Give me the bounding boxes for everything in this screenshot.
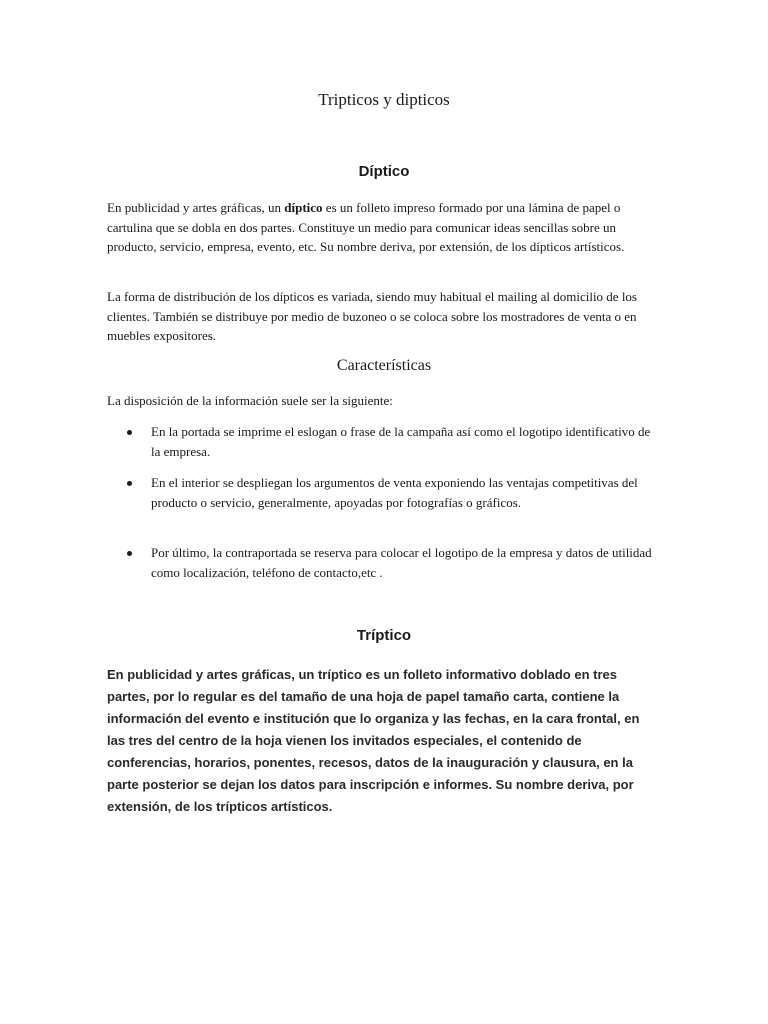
bullet-list [107,473,652,512]
bullet-list [107,543,652,582]
paragraph-diptico-distribution: La forma de distribución de los dípticos es variada, siendo muy habitual el mailing al domicilio de los clientes. También se distribuye por medio de buzoneo o se coloca sobre los mostradores de venta o en muebles expositores. [107,289,637,343]
bullet-icon [127,430,132,435]
heading-caracteristicas: Características [336,357,432,374]
bold-term-diptico: díptico [284,200,323,215]
list-item [107,422,652,461]
list-item-text: En el interior se despliegan los argumentos de venta exponiendo las ventajas competitivas del producto o servicio, generalmente, apoyadas por fotografías o gráficos. [151,475,638,510]
bullet-list [107,422,652,461]
paragraph-triptico-definition: En publicidad y artes gráficas, un tríptico es un folleto informativo doblado en tres partes, por lo regular es del tamaño de una hoja de papel tamaño carta, contiene la información del evento e institución que lo organiza y las fechas, en la cara frontal, en las tres del centro de la hoja vienen los invitados especiales, el contenido de conferencias, horarios, ponentes, recesos, datos de la inauguración y clausura, en la parte posterior se dejan los datos para inscripción e informes. Su nombre deriva, por extensión, de los trípticos artísticos. [107,667,640,814]
list-item-text: En la portada se imprime el eslogan o frase de la campaña así como el logotipo identificativo de la empresa. [151,424,651,459]
document-title: Tripticos y dipticos [318,90,450,109]
paragraph-caracteristicas-intro: La disposición de la información suele ser la siguiente: [107,393,393,408]
list-item [107,473,652,512]
list-item-text: Por último, la contraportada se reserva para colocar el logotipo de la empresa y datos de utilidad como localización, teléfono de contacto,etc . [151,545,652,580]
bullet-icon [127,551,132,556]
text-segment: es un folleto impreso formado por una lámina de papel o cartulina que se dobla en dos partes. Constituye un medio para comunicar ideas sencillas sobre un producto, servicio, empresa, evento, etc. Su nombre deriva, por extensión, de los dípticos artísticos. [107,200,625,254]
heading-triptico: Tríptico [356,627,412,644]
paragraph-diptico-definition [107,198,652,257]
bullet-icon [127,481,132,486]
heading-diptico: Díptico [358,163,410,180]
list-item [107,543,652,582]
text-segment: En publicidad y artes gráficas, un [107,200,285,215]
